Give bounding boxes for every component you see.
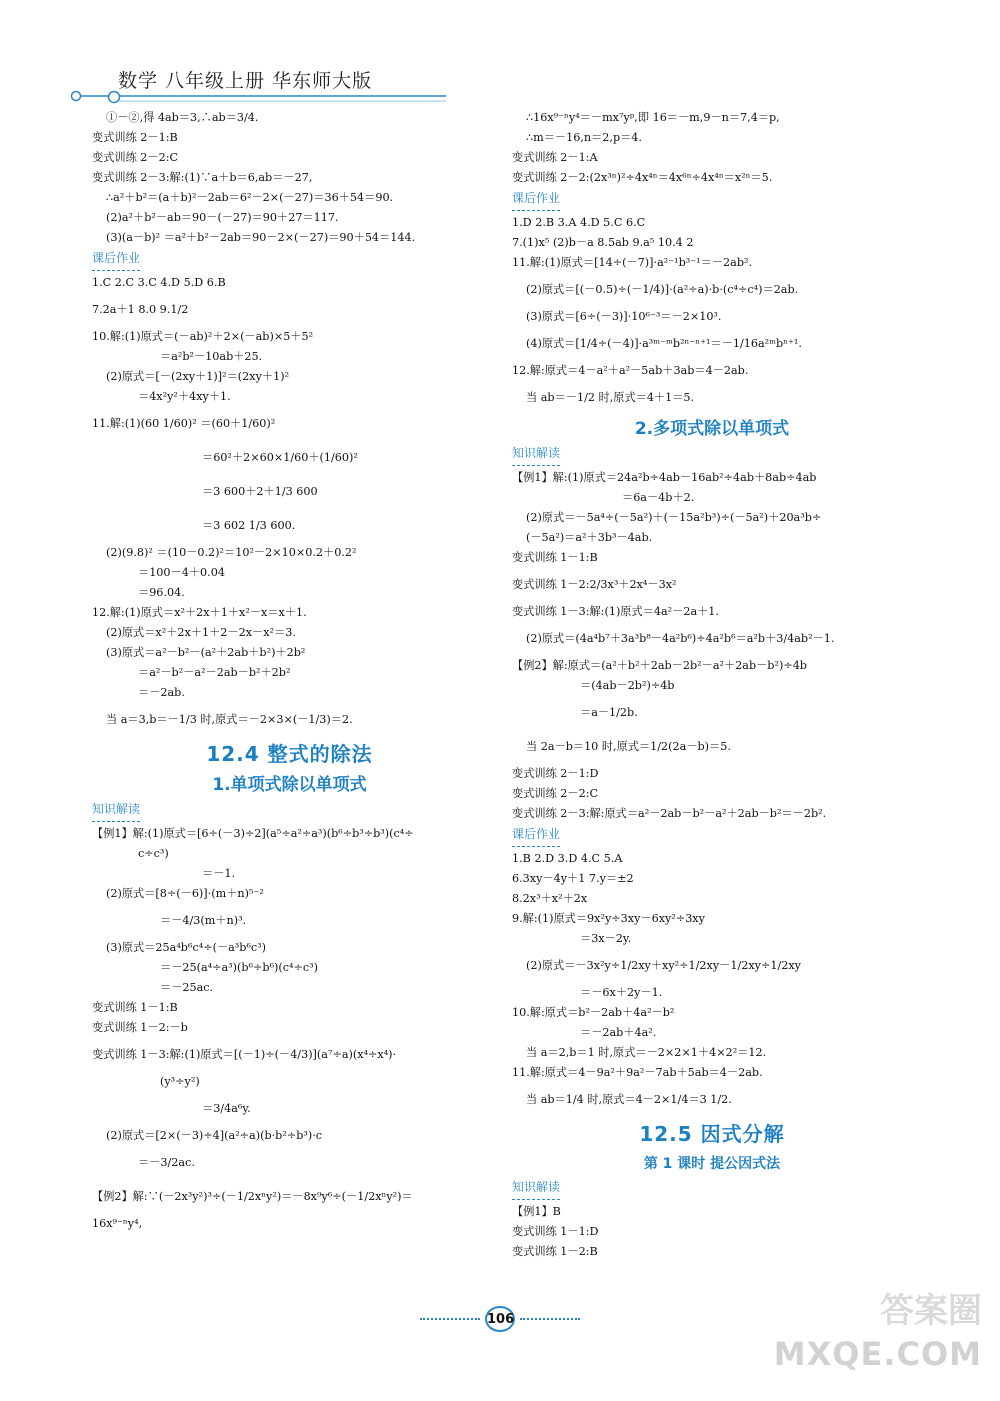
page-number-area	[420, 1306, 580, 1332]
answer-line: ＝96.04.	[138, 586, 185, 599]
answer-line: ＝－25(a⁴÷a³)(b⁶÷b⁶)(c⁴÷c³)	[160, 961, 319, 974]
answer-line: 1.D 2.B 3.A 4.D 5.C 6.C	[512, 216, 646, 229]
answer-line: ＝a²－b²－a²－2ab－b²＋2b²	[138, 666, 291, 679]
answer-line: ＝－2ab.	[138, 686, 185, 699]
answer-line: 变式训练 2－2:C	[92, 151, 179, 164]
answer-line: (2)(9.8)² ＝(10－0.2)²＝10²－2×10×0.2＋0.2²	[106, 546, 357, 559]
answer-line: (3)原式＝a²－b²－(a²＋2ab＋b²)＋2b²	[106, 646, 306, 659]
answer-line: 1.B 2.D 3.D 4.C 5.A	[512, 852, 623, 865]
answer-line: ＝－6x＋2y－1.	[580, 986, 663, 999]
section-heading: 12.5 因式分解	[639, 1122, 785, 1146]
watermark-logo: 答案圈	[880, 1291, 982, 1331]
answer-line: 10.解:(1)原式＝(－ab)²＋2×(－ab)×5＋5²	[92, 330, 314, 343]
answer-line: (2)原式＝[8÷(－6)]·(m＋n)⁵⁻²	[106, 887, 264, 900]
answer-line: 变式训练 1－3:解:(1)原式＝[(－1)÷(－4/3)](a⁷÷a)(x⁴÷x⁴)·	[92, 1048, 397, 1061]
section-label-row	[512, 443, 912, 468]
answer-line: (2)原式＝－3x²y÷1/2xy＋xy²÷1/2xy－1/2xy÷1/2xy	[526, 959, 801, 972]
answer-line: 【例1】B	[512, 1205, 561, 1218]
answer-line: 当 a＝3,b＝－1/3 时,原式＝－2×3×(－1/3)＝2.	[106, 713, 353, 726]
section-label-row	[512, 188, 912, 213]
header-decor-line	[70, 88, 450, 108]
answer-line: ①－②,得 4ab＝3,∴ab＝3/4.	[106, 111, 259, 124]
answer-line: ＝－2ab＋4a².	[580, 1026, 657, 1039]
section-label: 课后作业	[92, 250, 140, 271]
answer-line: 变式训练 2－1:A	[512, 151, 598, 164]
answer-line: ＝3 602 1/3 600.	[202, 519, 296, 532]
answer-line: 11.解:原式＝4－9a²＋9a²－7ab＋5ab＝4－2ab.	[512, 1066, 763, 1079]
answer-line: 变式训练 2－3:解:(1)∵a＋b＝6,ab＝－27,	[92, 171, 313, 184]
answer-line: ∴a²＋b²＝(a＋b)²－2ab＝6²－2×(－27)＝36＋54＝90.	[106, 191, 394, 204]
section-heading: 12.4 整式的除法	[206, 742, 373, 766]
section-label: 知识解读	[512, 1179, 560, 1200]
answer-line: 变式训练 1－2:－b	[92, 1021, 188, 1034]
answer-line: 变式训练 1－3:解:(1)原式＝4a²－2a＋1.	[512, 605, 719, 618]
answer-line: 12.解:原式＝4－a²＋a²－5ab＋3ab＝4－2ab.	[512, 364, 749, 377]
answer-line: 当 ab＝1/4 时,原式＝4－2×1/4＝3 1/2.	[526, 1093, 732, 1106]
answer-line: ＝6a－4b＋2.	[622, 491, 695, 504]
answer-line: 【例2】解:原式＝(a²＋b²＋2ab－2b²－a²＋2ab－b²)÷4b	[512, 659, 807, 672]
answer-line: ＝a²b²－10ab＋25.	[160, 350, 263, 363]
section-label-row	[92, 799, 487, 824]
answer-line: 变式训练 1－2:2/3x³＋2x⁴－3x²	[512, 578, 677, 591]
answer-line: (2)原式＝[－(2xy＋1)]²＝(2xy＋1)²	[106, 370, 290, 383]
watermark	[773, 1283, 982, 1373]
answer-line: ＝－1.	[202, 867, 236, 880]
answer-line: (2)原式＝x²＋2x＋1＋2－2x－x²＝3.	[106, 626, 296, 639]
answer-line: ＝－25ac.	[160, 981, 214, 994]
section-label: 知识解读	[512, 445, 560, 466]
answer-line: ＝3x－2y.	[580, 932, 632, 945]
answer-line: 变式训练 2－2:(2x³ⁿ)²÷4x⁴ⁿ＝4x⁶ⁿ÷4x⁴ⁿ＝x²ⁿ＝5.	[512, 171, 773, 184]
answer-line: (2)原式＝[2×(－3)÷4](a²÷a)(b·b²÷b³)·c	[106, 1129, 323, 1142]
answer-line: 变式训练 1－2:B	[512, 1245, 598, 1258]
answer-line: 10.解:原式＝b²－2ab＋4a²－b²	[512, 1006, 675, 1019]
answer-line: (－5a²)＝a²＋3b³－4ab.	[526, 531, 653, 544]
answer-line: (2)原式＝(4a⁴b⁷＋3a³b⁸－4a²b⁶)÷4a²b⁶＝a²b＋3/4ab²－1.	[526, 632, 835, 645]
answer-line: 变式训练 2－3:解:原式＝a²－2ab－b²－a²＋2ab－b²＝－2b².	[512, 807, 827, 820]
right-column	[512, 108, 912, 1262]
answer-line: 1.C 2.C 3.C 4.D 5.D 6.B	[92, 276, 226, 289]
answer-line: ∴m＝－16,n＝2,p＝4.	[526, 131, 642, 144]
book-header-title: 数学 八年级上册 华东师大版	[118, 70, 373, 92]
answer-line: 11.解:(1)原式＝[14÷(－7)]·a²⁻¹b³⁻¹＝－2ab².	[512, 256, 753, 269]
answer-line: ＝60²＋2×60×1/60＋(1/60)²	[202, 451, 358, 464]
answer-line: (3)原式＝[6÷(－3)]·10⁶⁻³＝－2×10³.	[526, 310, 722, 323]
section-heading: 1.单项式除以单项式	[212, 775, 367, 795]
answer-line: 6.3xy－4y＋1 7.y＝±2	[512, 872, 634, 885]
section-heading: 第 1 课时 提公因式法	[643, 1156, 781, 1172]
answer-line: 变式训练 2－1:B	[92, 131, 178, 144]
answer-line: 变式训练 1－1:D	[512, 1225, 599, 1238]
answer-line: (2)原式＝[(－0.5)÷(－1/4)]·(a²÷a)·b·(c⁴÷c⁴)＝2ab.	[526, 283, 799, 296]
section-label: 课后作业	[512, 190, 560, 211]
section-label: 课后作业	[512, 826, 560, 847]
section-label: 知识解读	[92, 801, 140, 822]
answer-line: ＝3/4a⁶y.	[202, 1102, 251, 1115]
answer-line: 变式训练 1－1:B	[512, 551, 598, 564]
answer-line: 9.解:(1)原式＝9x²y÷3xy－6xy²÷3xy	[512, 912, 705, 925]
answer-line: 当 ab＝－1/2 时,原式＝4＋1＝5.	[526, 391, 695, 404]
answer-line: ＝3 600＋2＋1/3 600	[202, 485, 318, 498]
section-label-row	[512, 824, 912, 849]
page-number: 106	[485, 1306, 515, 1332]
answer-line: 变式训练 2－2:C	[512, 787, 599, 800]
answer-line: 当 a＝2,b＝1 时,原式＝－2×2×1＋4×2²＝12.	[526, 1046, 767, 1059]
answer-line: ∴16x⁹⁻ⁿy⁴＝－mx⁷yᵖ,即 16＝－m,9－n＝7,4＝p,	[526, 111, 780, 124]
section-label-row	[512, 1177, 912, 1202]
answer-line: 8.2x³＋x²＋2x	[512, 892, 588, 905]
answer-line: 【例2】解:∵(－2x³y²)³÷(－1/2xⁿy²)＝－8x⁹y⁶÷(－1/2xⁿy²)＝	[92, 1190, 413, 1203]
watermark-domain: MXQE.COM	[773, 1335, 982, 1373]
answer-line: (4)原式＝[1/4÷(－4)]·a³ᵐ⁻ᵐb²ⁿ⁻ⁿ⁺¹＝－1/16a²ᵐbⁿ⁺¹.	[526, 337, 802, 350]
answer-line: (y³÷y²)	[160, 1075, 200, 1088]
answer-line: 12.解:(1)原式＝x²＋2x＋1＋x²－x＝x＋1.	[92, 606, 307, 619]
answer-line: 16x⁹⁻ⁿy⁴,	[92, 1217, 143, 1230]
answer-line: 11.解:(1)(60 1/60)² ＝(60＋1/60)²	[92, 417, 276, 430]
answer-line: 当 2a－b＝10 时,原式＝1/2(2a－b)＝5.	[526, 740, 731, 753]
answer-line: 变式训练 2－1:D	[512, 767, 599, 780]
left-column	[92, 108, 487, 1234]
answer-line: 【例1】解:(1)原式＝24a²b÷4ab－16ab²÷4ab＋8ab÷4ab	[512, 471, 817, 484]
answer-line: 【例1】解:(1)原式＝[6÷(－3)÷2](a⁵÷a²÷a³)(b⁶÷b³÷b³)(c⁴÷	[92, 827, 414, 840]
answer-line: (2)原式＝－5a⁴÷(－5a²)＋(－15a²b³)÷(－5a²)＋20a³b÷	[526, 511, 822, 524]
answer-line: (3)原式＝25a⁴b⁶c⁴÷(－a³b⁶c³)	[106, 941, 267, 954]
answer-line: ＝－4/3(m＋n)³.	[160, 914, 247, 927]
answer-line: (3)(a－b)² ＝a²＋b²－2ab＝90－2×(－27)＝90＋54＝144.	[106, 231, 416, 244]
dotted-line-left	[420, 1318, 480, 1320]
answer-line: c÷c³)	[138, 847, 169, 860]
answer-line: ＝4x²y²＋4xy＋1.	[138, 390, 231, 403]
answer-line: (2)a²＋b²－ab＝90－(－27)＝90＋27＝117.	[106, 211, 339, 224]
section-heading: 2.多项式除以单项式	[634, 419, 790, 439]
section-label-row	[92, 248, 487, 273]
answer-line: ＝－3/2ac.	[138, 1156, 195, 1169]
dotted-line-right	[520, 1318, 580, 1320]
answer-line: ＝100－4＋0.04	[138, 566, 225, 579]
answer-line: 7.(1)x⁵ (2)b－a 8.5ab 9.a⁵ 10.4 2	[512, 236, 694, 249]
answer-line: 7.2a＋1 8.0 9.1/2	[92, 303, 189, 316]
answer-line: ＝a－1/2b.	[580, 706, 638, 719]
answer-line: ＝(4ab－2b²)÷4b	[580, 679, 675, 692]
answer-line: 变式训练 1－1:B	[92, 1001, 178, 1014]
